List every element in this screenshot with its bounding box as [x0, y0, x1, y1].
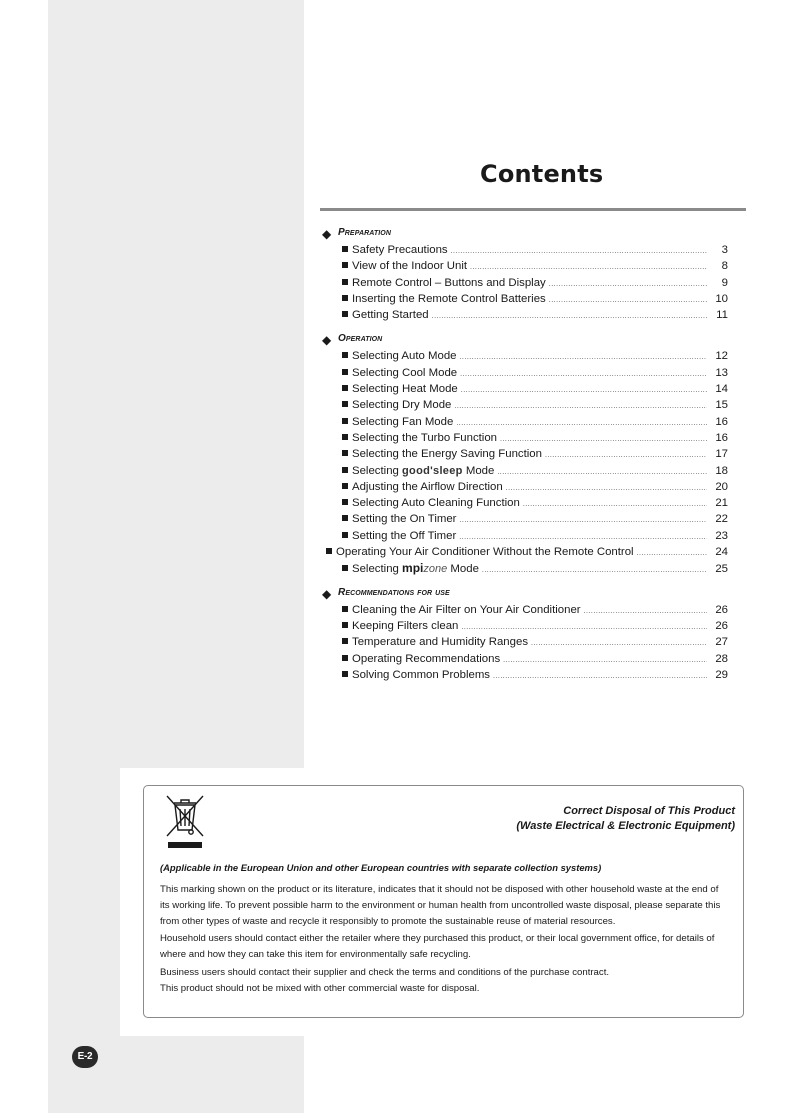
- toc-item[interactable]: View of the Indoor Unit ..... 8: [320, 258, 728, 274]
- page-ref: 12: [715, 350, 728, 363]
- toc-item[interactable]: Operating Your Air Conditioner Without the Remote Control ..... 24: [320, 544, 728, 560]
- square-bullet-icon: [342, 246, 348, 252]
- toc-item[interactable]: Selecting mpizone Mode ..... 25: [320, 560, 728, 576]
- square-bullet-icon: [342, 401, 348, 407]
- toc-item[interactable]: Selecting Auto Cleaning Function ..... 21: [320, 495, 728, 511]
- section-heading-operation: ◆ Operation: [322, 333, 383, 348]
- toc-item[interactable]: Selecting the Turbo Function ..... 16: [320, 430, 728, 446]
- toc-item[interactable]: Getting Started ..... 11: [320, 307, 728, 323]
- page-ref: 20: [715, 480, 728, 493]
- square-bullet-icon: [326, 548, 332, 554]
- page-ref: 16: [715, 415, 728, 428]
- toc-item[interactable]: Adjusting the Airflow Direction ..... 20: [320, 479, 728, 495]
- toc-item[interactable]: Selecting good'sleep Mode ..... 18: [320, 463, 728, 479]
- square-bullet-icon: [342, 499, 348, 505]
- page-ref: 26: [715, 603, 728, 616]
- square-bullet-icon: [342, 622, 348, 628]
- disposal-body: This marking shown on the product or its literature, indicates that it should not be disposed with other household waste at the end of its working life. To prevent possible harm to the environment or human health from uncontrolled waste disposal, please separate this from other types of waste and recycle it responsibly to promote the sustainable reuse of material resources. Household users should contact either the retailer where they purchased this product, or their local government office, for details of where and how they can take this item for environmentally safe recycling. Business users should contact their supplier and check the terms and conditions of the purchase contract. This product should not be mixed with other commercial waste for disposal.: [160, 884, 721, 994]
- square-bullet-icon: [342, 483, 348, 489]
- page-ref: 26: [715, 619, 728, 632]
- toc-item[interactable]: Operating Recommendations ..... 28: [320, 651, 728, 667]
- page-ref: 27: [715, 636, 728, 649]
- page-ref: 21: [715, 497, 728, 510]
- toc-item[interactable]: Temperature and Humidity Ranges ..... 27: [320, 634, 728, 650]
- toc-item[interactable]: Selecting the Energy Saving Function ..... 17: [320, 446, 728, 462]
- page-ref: 24: [715, 546, 728, 559]
- section-heading-preparation: ◆ Preparation: [322, 227, 392, 241]
- diamond-bullet-icon: ◆: [322, 227, 332, 241]
- table-of-contents: [320, 226, 728, 683]
- toc-item[interactable]: Remote Control – Buttons and Display ..... 9: [320, 275, 728, 291]
- disposal-notice-box: [143, 785, 744, 1018]
- square-bullet-icon: [342, 467, 348, 473]
- toc-item[interactable]: Selecting Dry Mode ..... 15: [320, 397, 728, 413]
- page-ref: 11: [716, 309, 728, 322]
- page-ref: 22: [715, 513, 728, 526]
- page-ref: 13: [715, 366, 728, 379]
- square-bullet-icon: [342, 515, 348, 521]
- square-bullet-icon: [342, 311, 348, 317]
- page-ref: 23: [715, 529, 728, 542]
- toc-item[interactable]: Selecting Fan Mode ..... 16: [320, 414, 728, 430]
- square-bullet-icon: [342, 352, 348, 358]
- toc-item[interactable]: Setting the On Timer ..... 22: [320, 511, 728, 527]
- page-number-badge: E-2: [72, 1046, 98, 1068]
- page-ref: 29: [715, 668, 728, 681]
- page-ref: 25: [715, 563, 728, 576]
- page-ref: 9: [721, 276, 728, 289]
- diamond-bullet-icon: ◆: [322, 586, 332, 601]
- square-bullet-icon: [342, 418, 348, 424]
- title-divider: [320, 208, 746, 211]
- square-bullet-icon: [342, 385, 348, 391]
- square-bullet-icon: [342, 295, 348, 301]
- square-bullet-icon: [342, 606, 348, 612]
- toc-item[interactable]: Safety Precautions ..... 3: [320, 242, 728, 258]
- toc-item[interactable]: Setting the Off Timer ..... 23: [320, 528, 728, 544]
- section-heading-recommendations: ◆ Recommendations for use: [322, 586, 450, 601]
- square-bullet-icon: [342, 565, 348, 571]
- toc-item[interactable]: Keeping Filters clean ..... 26: [320, 618, 728, 634]
- toc-item[interactable]: Selecting Cool Mode ..... 13: [320, 365, 728, 381]
- square-bullet-icon: [342, 532, 348, 538]
- toc-item[interactable]: Solving Common Problems ..... 29: [320, 667, 728, 683]
- square-bullet-icon: [342, 450, 348, 456]
- page-ref: 8: [721, 260, 728, 273]
- toc-item[interactable]: Cleaning the Air Filter on Your Air Conditioner ..... 26: [320, 602, 728, 618]
- page-ref: 18: [715, 464, 728, 477]
- page-ref: 15: [715, 399, 728, 412]
- square-bullet-icon: [342, 638, 348, 644]
- page-title: Contents: [480, 160, 604, 188]
- disposal-applicability: (Applicable in the European Union and other European countries with separate collection systems): [160, 862, 602, 873]
- toc-item[interactable]: Inserting the Remote Control Batteries ..... 10: [320, 291, 728, 307]
- crossed-out-wheelie-bin-icon: [164, 794, 206, 850]
- diamond-bullet-icon: ◆: [322, 333, 332, 348]
- square-bullet-icon: [342, 434, 348, 440]
- square-bullet-icon: [342, 262, 348, 268]
- square-bullet-icon: [342, 279, 348, 285]
- page-ref: 10: [715, 292, 728, 305]
- toc-item[interactable]: Selecting Auto Mode ..... 12: [320, 348, 728, 364]
- page-ref: 14: [715, 383, 728, 396]
- page-ref: 16: [715, 431, 728, 444]
- page-ref: 3: [721, 244, 728, 256]
- mpi-zone-logo: mpi: [402, 561, 424, 576]
- square-bullet-icon: [342, 369, 348, 375]
- disposal-title: Correct Disposal of This Product (Waste Electrical & Electronic Equipment): [516, 805, 735, 832]
- square-bullet-icon: [342, 671, 348, 677]
- square-bullet-icon: [342, 655, 348, 661]
- good-sleep-logo: good'sleep: [402, 464, 463, 477]
- page-ref: 17: [715, 448, 728, 461]
- page-ref: 28: [715, 652, 728, 665]
- toc-item[interactable]: Selecting Heat Mode ..... 14: [320, 381, 728, 397]
